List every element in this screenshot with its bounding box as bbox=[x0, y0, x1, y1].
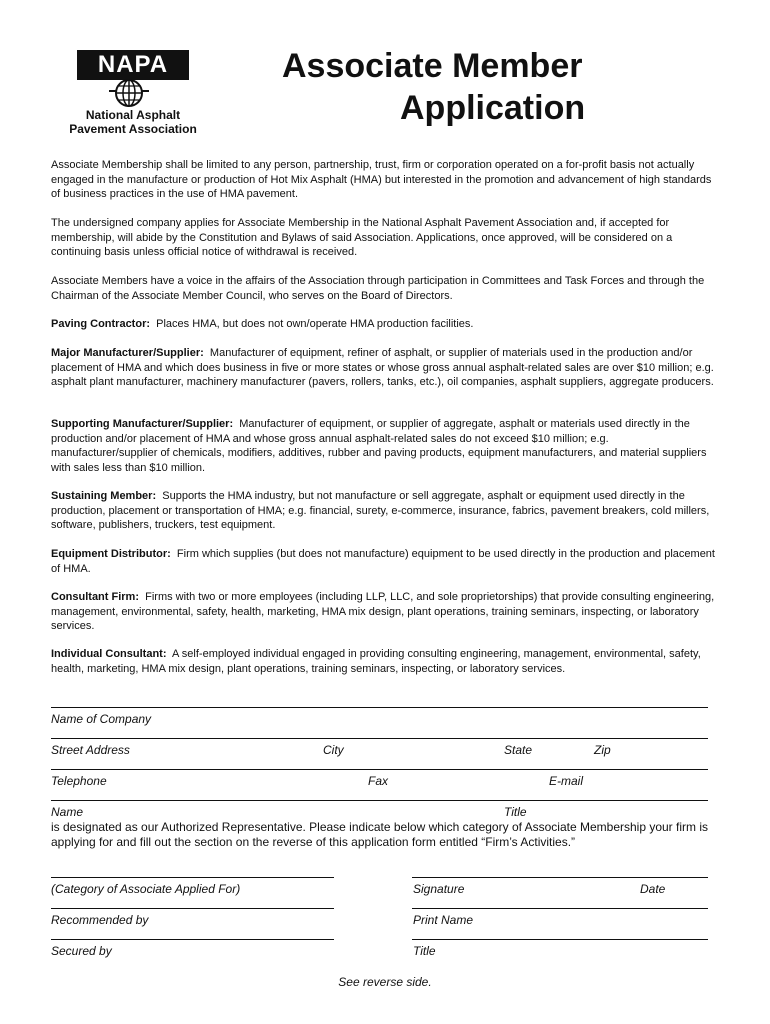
date-label: Date bbox=[640, 882, 666, 896]
application-paragraph: The undersigned company applies for Associate Membership in the National Asphalt Pavement Association and, if accepted for membership, will abide by the Constitution and Bylaws of said Association. Applications, once approved, will be considered on a continuing basis unless official notice of withdrawal is received. bbox=[51, 217, 673, 259]
category-description: Places HMA, but does not own/operate HMA production facilities. bbox=[156, 318, 474, 330]
category-term: Major Manufacturer/Supplier: bbox=[51, 347, 204, 359]
zip-label: Zip bbox=[594, 743, 611, 757]
intro-paragraph: Associate Membership shall be limited to any person, partnership, trust, firm or corporation operated on a for-profit basis not actually engaged in the manufacture or production of Hot Mix Asphalt (HMA) but interested in the promotion and advancement of high standards of business practices in the use of HMA pavement. bbox=[51, 159, 712, 201]
category-description: Manufacturer of equipment, or supplier of aggregate, asphalt or materials used directly in the production and/or placement of HMA and whose gross annual asphalt-related sales do not exceed $10 million; e.g. manufacturer/supplier of chemicals, modifiers, additives, rubber and paving products, equipment manufacturers, and material suppliers with sales less than $10 million. bbox=[51, 418, 707, 474]
page-title bbox=[282, 45, 642, 129]
category-supporting-manufacturer bbox=[51, 417, 716, 475]
secured-by-label: Secured by bbox=[51, 944, 112, 958]
fax-label: Fax bbox=[368, 774, 389, 788]
representative-line[interactable] bbox=[51, 800, 708, 801]
company-name-label: Name of Company bbox=[51, 712, 152, 726]
signer-title-label: Title bbox=[413, 944, 436, 958]
category-description: Supports the HMA industry, but not manufacture or sell aggregate, asphalt or equipment used directly in the production, placement or transportation of HMA; e.g. financial, surety, e-commerce, insurance, fabrics, pavement breakers, cold millers, software, publishers, truckers, test equipment. bbox=[51, 490, 710, 532]
category-major-manufacturer bbox=[51, 346, 716, 390]
telephone-label: Telephone bbox=[51, 774, 107, 788]
contact-line[interactable] bbox=[51, 769, 708, 770]
state-label: State bbox=[504, 743, 533, 757]
name-label: Name bbox=[51, 805, 84, 819]
print-name-line[interactable] bbox=[412, 908, 708, 909]
category-applied-line[interactable] bbox=[51, 877, 334, 878]
category-consultant-firm bbox=[51, 590, 716, 634]
see-reverse-note: See reverse side. bbox=[338, 975, 432, 989]
category-applied-label: (Category of Associate Applied For) bbox=[51, 882, 241, 896]
napa-logo bbox=[62, 50, 212, 140]
category-term: Individual Consultant: bbox=[51, 648, 167, 660]
category-term: Sustaining Member: bbox=[51, 490, 157, 502]
signer-title-line[interactable] bbox=[412, 939, 708, 940]
recommended-by-label: Recommended by bbox=[51, 913, 149, 927]
voice-paragraph: Associate Members have a voice in the affairs of the Association through participation in Committees and Task Forces and through the Chairman of the Associate Member Council, who serves on the Board of Directors. bbox=[51, 275, 705, 302]
category-description: A self-employed individual engaged in providing consulting engineering, management, environmental, safety, health, marketing, HMA mix design, plant operations, training seminars, inspecting, or laboratory services. bbox=[51, 648, 701, 675]
category-description: Manufacturer of equipment, refiner of asphalt, or supplier of materials used in the production and/or placement of HMA and which does business in five or more states or whose gross annual asphalt-related sales are over $10 million; e.g. asphalt plant manufacturer, machinery manufacturer (pavers, rollers, tanks, etc.), oil companies, asphalt suppliers, aggregate producers. bbox=[51, 347, 714, 389]
logo-text-line2: Pavement Association bbox=[69, 122, 197, 136]
secured-by-line[interactable] bbox=[51, 939, 334, 940]
recommended-by-line[interactable] bbox=[51, 908, 334, 909]
category-description: Firm which supplies (but does not manufacture) equipment to be used directly in the production and placement of HMA. bbox=[51, 548, 715, 575]
category-sustaining-member bbox=[51, 489, 716, 533]
email-label: E-mail bbox=[549, 774, 584, 788]
designation-text: is designated as our Authorized Representative. Please indicate below which category of Associate Membership your firm is applying for and fill out the section on the reverse of this application form entitled “Firm’s Activities.” bbox=[51, 820, 709, 849]
title-label: Title bbox=[504, 805, 527, 819]
category-description: Firms with two or more employees (including LLP, LLC, and sole proprietorships) that provide consulting engineering, management, environmental, safety, health, marketing, HMA mix design, plant operations, training seminars, inspecting, or laboratory services. bbox=[51, 591, 715, 633]
page-title-line2: Application bbox=[400, 89, 586, 127]
category-term: Supporting Manufacturer/Supplier: bbox=[51, 418, 234, 430]
logo-banner: NAPA bbox=[77, 50, 189, 80]
category-equipment-distributor bbox=[51, 547, 716, 576]
category-term: Equipment Distributor: bbox=[51, 548, 171, 560]
category-individual-consultant bbox=[51, 647, 716, 676]
category-paving-contractor bbox=[51, 317, 716, 332]
company-name-line[interactable] bbox=[51, 707, 708, 708]
signature-line[interactable] bbox=[412, 877, 708, 878]
page-title-line1: Associate Member bbox=[282, 47, 583, 85]
print-name-label: Print Name bbox=[413, 913, 474, 927]
street-address-label: Street Address bbox=[51, 743, 130, 757]
category-term: Consultant Firm: bbox=[51, 591, 139, 603]
signature-label: Signature bbox=[413, 882, 465, 896]
category-term: Paving Contractor: bbox=[51, 318, 151, 330]
logo-text-line1: National Asphalt bbox=[85, 108, 181, 122]
city-label: City bbox=[323, 743, 344, 757]
address-line[interactable] bbox=[51, 738, 708, 739]
